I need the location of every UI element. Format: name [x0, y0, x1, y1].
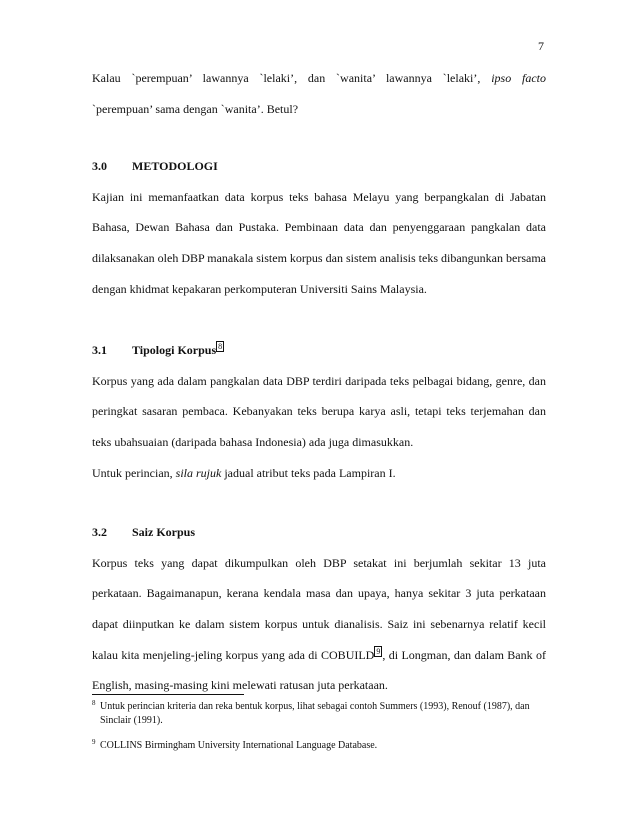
intro-italic: ipso facto	[491, 71, 547, 85]
main-text	[92, 63, 546, 701]
section-3-2-body-b: , di Longman, dan dalam Bank of English, masing-masing kini melewati ratusan juta perkataan.	[92, 647, 547, 693]
intro-paragraph	[92, 63, 546, 94]
footnote-8-number: 8	[92, 699, 96, 707]
section-3-1-last-b: jadual atribut teks pada Lampiran I.	[224, 465, 396, 480]
section-3-1-last-line	[92, 458, 546, 489]
footnote-8	[92, 700, 546, 727]
footnote-ref-8[interactable]: 8	[218, 342, 223, 352]
heading-3-0-title: METODOLOGI	[132, 159, 218, 174]
footnote-ref-9[interactable]: 9	[376, 646, 381, 656]
heading-3-1-number: 3.1	[92, 343, 107, 358]
footnotes	[92, 700, 546, 753]
section-3-1-body: Korpus yang ada dalam pangkalan data DBP terdiri daripada teks pelbagai bidang, genre, dan peringkat sasaran pembaca. Kebanyakan teks berupa karya asli, tetapi teks terjemahan dan teks ubahsuaian (daripada bahasa Indonesia) ada juga dimasukkan.	[92, 373, 546, 449]
heading-3-2-title: Saiz Korpus	[132, 525, 196, 540]
page-number: 7	[538, 39, 544, 53]
section-3-1-last-a: Untuk perincian,	[92, 465, 173, 480]
heading-3-2	[92, 517, 546, 548]
section-3-0-body: Kajian ini memanfaatkan data korpus teks bahasa Melayu yang berpangkalan di Jabatan Bahasa, Dewan Bahasa dan Pustaka. Pembinaan data dan penyenggaraan pangkalan data dilaksanakan oleh DBP manakala sistem korpus dan sistem analisis teks dibangunkan bersama dengan khidmat kepakaran perkomputeran Universiti Sains Malaysia.	[92, 189, 546, 296]
footnote-9-text: COLLINS Birmingham University International Language Database.	[100, 740, 378, 751]
footnote-divider	[92, 694, 244, 695]
section-3-1-italic: sila rujuk	[175, 465, 222, 480]
heading-3-1-title: Tipologi Korpus	[132, 343, 217, 358]
footnote-9	[92, 739, 546, 753]
footnote-9-number: 9	[92, 738, 96, 746]
heading-3-0-number: 3.0	[92, 159, 107, 174]
footnote-8-text: Untuk perincian kriteria dan reka bentuk korpus, lihat sebagai contoh Summers (1993), Renouf (1987), dan Sinclair (1991).	[100, 701, 530, 726]
section-3-2-body-a: Korpus teks yang dapat dikumpulkan oleh DBP setakat ini berjumlah sekitar 13 juta perkataan. Bagaimanapun, kerana kendala masa dan upaya, hanya sekitar 3 juta perkataan dapat diinputkan ke dalam sistem korpus untuk dianalisis. Saiz ini sebenarnya relatif kecil kalau kita menjeling-jeling korpus yang ada di COBUILD	[92, 555, 546, 662]
heading-3-1	[92, 335, 546, 366]
heading-3-0	[92, 151, 546, 182]
intro-line-b: `perempuan’ sama dengan `wanita’. Betul?	[92, 101, 299, 116]
section-3-2-body	[92, 548, 546, 701]
intro-line-a: Kalau `perempuan’ lawannya `lelaki’, dan `wanita’ lawannya `lelaki’,	[92, 71, 481, 85]
heading-3-2-number: 3.2	[92, 525, 107, 540]
